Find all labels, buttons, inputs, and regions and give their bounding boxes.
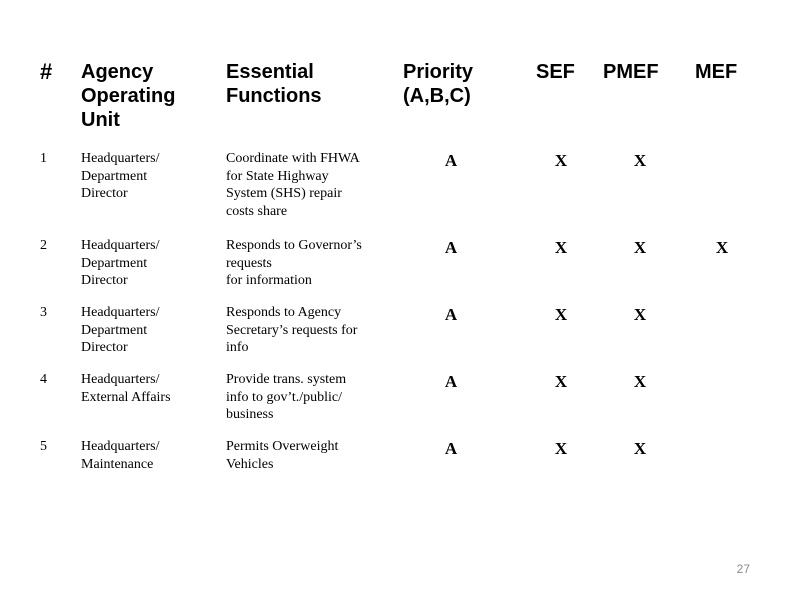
row-priority: A: [444, 305, 458, 324]
row-sef-mark: X: [554, 439, 568, 458]
row-essential-function: Coordinate with FHWA for State Highway System (SHS) repair costs share: [226, 151, 360, 219]
row-agency-unit: Headquarters/ Department Director: [81, 305, 160, 355]
row-pmef-mark: X: [633, 372, 647, 391]
row-essential-function: Permits Overweight Vehicles: [226, 439, 339, 472]
row-essential-function: Responds to Agency Secretary’s requests for info: [226, 305, 358, 355]
row-pmef-mark: X: [633, 439, 647, 458]
page-number: 27: [736, 562, 750, 576]
row-priority: A: [444, 238, 458, 257]
row-priority: A: [444, 439, 458, 458]
header-agency-operating-unit: Agency Operating Unit: [81, 61, 176, 131]
row-mef-mark: X: [715, 238, 729, 257]
row-number: 5: [40, 439, 47, 454]
row-number: 1: [40, 151, 47, 166]
row-pmef-mark: X: [633, 151, 647, 170]
row-number: 3: [40, 305, 47, 320]
header-num: #: [40, 59, 53, 84]
row-priority: A: [444, 372, 458, 391]
row-pmef-mark: X: [633, 305, 647, 324]
row-pmef-mark: X: [633, 238, 647, 257]
row-essential-function: Responds to Governor’s requests for information: [226, 238, 362, 288]
row-agency-unit: Headquarters/ Department Director: [81, 151, 160, 201]
row-essential-function: Provide trans. system info to gov’t./public/ business: [226, 372, 347, 422]
row-agency-unit: Headquarters/ External Affairs: [81, 372, 171, 405]
header-essential-functions: Essential Functions: [226, 61, 322, 107]
row-sef-mark: X: [554, 305, 568, 324]
row-number: 2: [40, 238, 47, 253]
header-pmef: PMEF: [603, 61, 659, 83]
row-sef-mark: X: [554, 372, 568, 391]
row-number: 4: [40, 372, 47, 387]
header-sef: SEF: [536, 61, 575, 83]
row-agency-unit: Headquarters/ Department Director: [81, 238, 160, 288]
row-sef-mark: X: [554, 151, 568, 170]
header-mef: MEF: [695, 61, 738, 83]
header-priority: Priority (A,B,C): [403, 61, 474, 107]
row-priority: A: [444, 151, 458, 170]
row-agency-unit: Headquarters/ Maintenance: [81, 439, 160, 472]
row-sef-mark: X: [554, 238, 568, 257]
